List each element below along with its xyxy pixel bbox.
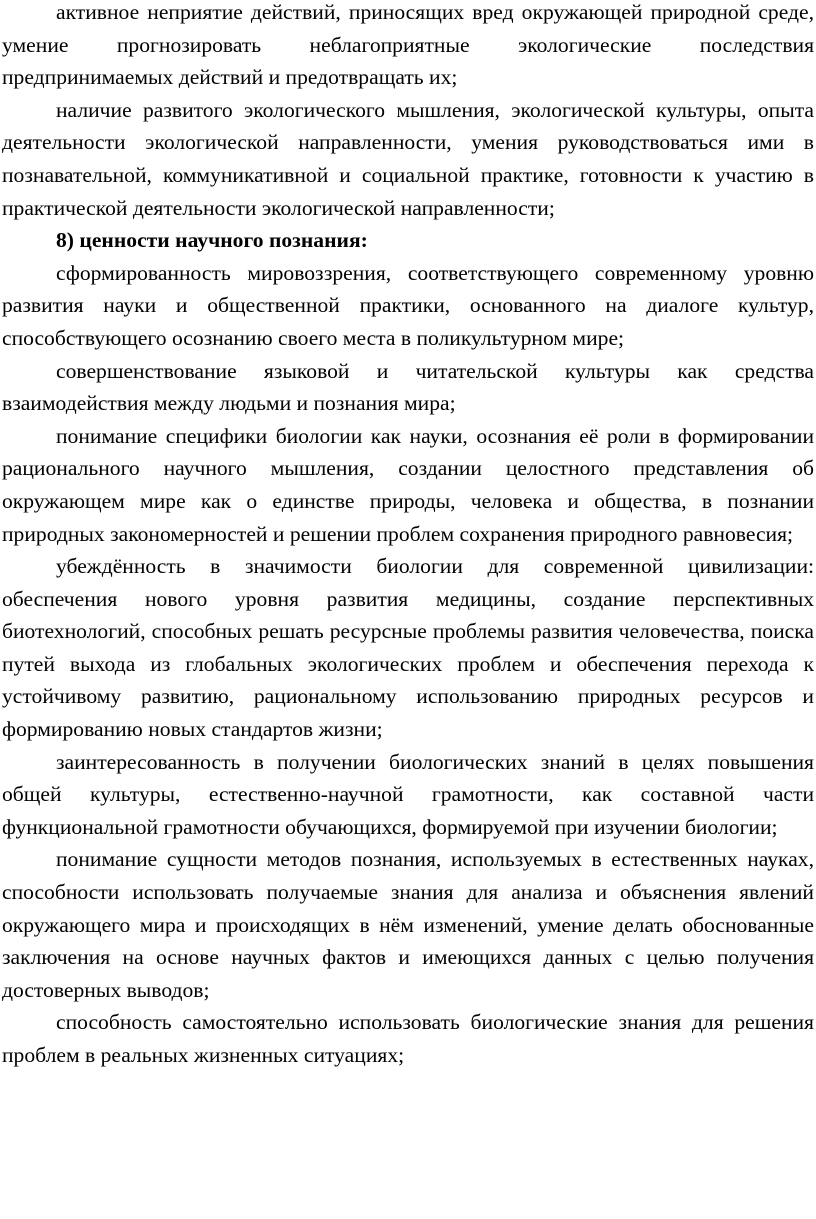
paragraph-biology-significance: убеждённость в значимости биологии для современной цивилизации: обеспечения нового уровня развития медицины, создание перспективных биотехнологий, способных решать ресурсные проблемы развития человечества, поиска путей выхода из глобальных экологических проблем и обеспечения перехода к устойчивому развитию, рациональному использованию природных ресурсов и формированию новых стандартов жизни;	[2, 554, 814, 742]
paragraph-independent-use: способность самостоятельно использовать биологические знания для решения проблем в реальных жизненных ситуациях;	[2, 1010, 814, 1067]
section-heading-scientific-values: 8) ценности научного познания:	[56, 228, 368, 253]
paragraph-interest-knowledge: заинтересованность в получении биологических знаний в целях повышения общей культуры, естественно-научной грамотности, как составной части функциональной грамотности обучающихся, формируемой при изучении биологии;	[2, 749, 814, 839]
paragraph-methods-of-cognition: понимание сущности методов познания, используемых в естественных науках, способности использовать получаемые знания для анализа и объяснения явлений окружающего мира и происходящих в нём изменений, умение делать обоснованные заключения на основе научных фактов и имеющихся данных с целью получения достоверных выводов;	[2, 847, 814, 1002]
paragraph-biology-science: понимание специфики биологии как науки, осознания её роли в формировании рационального научного мышления, создании целостного представления об окружающем мире как о единстве природы, человека и общества, в познании природных закономерностей и решении проблем сохранения природного равновесия;	[2, 423, 814, 546]
paragraph-worldview: сформированность мировоззрения, соответствующего современному уровню развития науки и общественной практики, основанного на диалоге культур, способствующего осознанию своего места в поликультурном мире;	[2, 260, 814, 350]
paragraph-ecological-rejection: активное неприятие действий, приносящих вред окружающей природной среде, умение прогнозировать неблагоприятные экологические последствия предпринимаемых действий и предотвращать их;	[2, 0, 814, 90]
paragraph-ecological-thinking: наличие развитого экологического мышления, экологической культуры, опыта деятельности экологической направленности, умения руководствоваться ими в познавательной, коммуникативной и социальной практике, готовности к участию в практической деятельности экологической направленности;	[2, 97, 814, 220]
paragraph-language-culture: совершенствование языковой и читательской культуры как средства взаимодействия между людьми и познания мира;	[2, 358, 814, 416]
